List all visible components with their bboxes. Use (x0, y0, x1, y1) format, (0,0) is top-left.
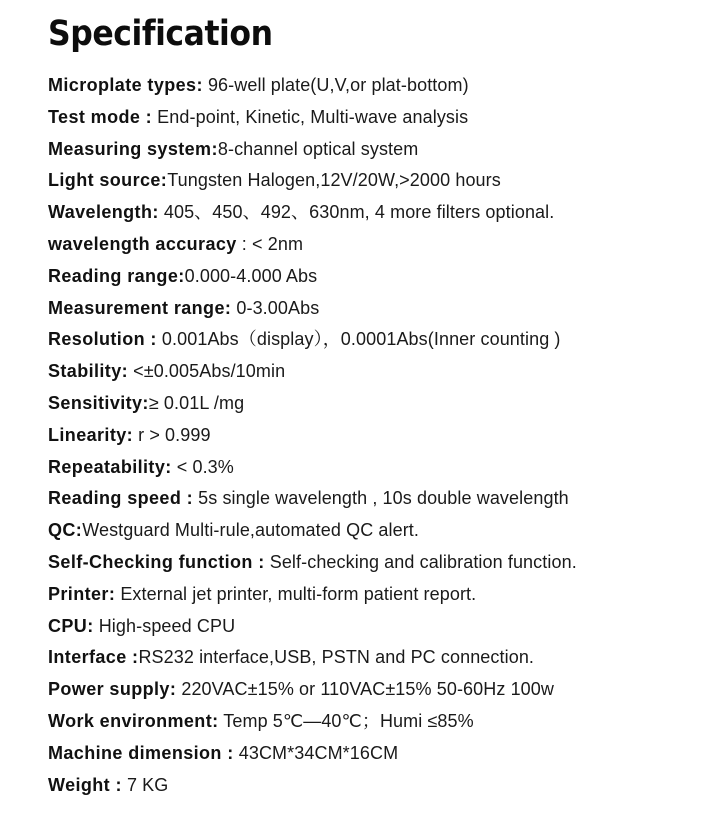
spec-value: < 0.3% (171, 456, 234, 477)
spec-value: 0.001Abs（display），0.0001Abs(Inner counting ) (156, 329, 561, 350)
spec-value: 0-3.00Abs (231, 297, 320, 318)
spec-value: Tungsten Halogen,12V/20W,>2000 hours (167, 170, 501, 191)
spec-value: Self-checking and calibration function. (264, 551, 577, 572)
spec-label: Measurement range: (48, 297, 232, 318)
spec-label: Measuring system: (48, 138, 218, 159)
spec-row (48, 674, 698, 706)
spec-row (48, 579, 698, 611)
spec-label: Work environment: (48, 710, 219, 731)
spec-row (48, 388, 698, 420)
spec-row (48, 770, 698, 802)
spec-label: Machine dimension : (48, 742, 234, 763)
spec-row (48, 134, 698, 166)
spec-label: Interface : (48, 647, 139, 668)
spec-row (48, 611, 698, 643)
spec-value: 220VAC±15% or 110VAC±15% 50-60Hz 100w (176, 679, 554, 700)
spec-label: Light source: (48, 170, 168, 191)
spec-value: 8-channel optical system (217, 138, 419, 159)
spec-label: Weight : (48, 774, 122, 795)
spec-row (48, 356, 698, 388)
spec-value: 0.000-4.000 Abs (184, 265, 318, 286)
spec-value: : < 2nm (236, 233, 304, 254)
spec-label: QC: (48, 520, 83, 541)
spec-label: Reading range: (48, 265, 185, 286)
spec-label: Resolution : (48, 329, 157, 350)
spec-row (48, 483, 698, 515)
spec-value: 96-well plate(U,V,or plat-bottom) (202, 75, 469, 95)
spec-label: wavelength accuracy (48, 233, 237, 254)
spec-row (48, 324, 698, 356)
spec-value: Temp 5℃—40℃；Humi ≤85% (218, 710, 474, 731)
spec-row (48, 547, 698, 579)
spec-label: Printer: (48, 583, 116, 604)
spec-label: Power supply: (48, 679, 177, 700)
spec-row (48, 165, 698, 197)
spec-label: Stability: (48, 361, 129, 382)
spec-list (48, 70, 698, 801)
spec-value: 7 KG (121, 774, 169, 795)
spec-row (48, 70, 698, 102)
spec-value: 405、450、492、630nm, 4 more filters optional. (158, 202, 555, 223)
spec-row (48, 293, 698, 325)
spec-value: ≥ 0.01L /mg (148, 392, 245, 413)
spec-value: Westguard Multi-rule,automated QC alert. (82, 520, 420, 541)
spec-value: External jet printer, multi-form patient report. (115, 583, 477, 604)
spec-value: High-speed CPU (93, 615, 236, 636)
spec-row (48, 261, 698, 293)
spec-label: Test mode : (48, 106, 153, 127)
spec-row (48, 642, 698, 674)
spec-row (48, 515, 698, 547)
spec-value: <±0.005Abs/10min (128, 361, 286, 382)
spec-row (48, 706, 698, 738)
spec-label: Self-Checking function : (48, 551, 265, 572)
spec-value: End-point, Kinetic, Multi-wave analysis (152, 106, 469, 127)
spec-value: r > 0.999 (133, 424, 211, 445)
spec-label: Linearity: (48, 424, 134, 445)
spec-row (48, 738, 698, 770)
spec-row (48, 229, 698, 261)
spec-label: Wavelength: (48, 202, 159, 223)
spec-label: Repeatability: (48, 456, 172, 477)
spec-value: RS232 interface,USB, PSTN and PC connection. (138, 647, 535, 668)
spec-row (48, 197, 698, 229)
spec-value: 5s single wavelength , 10s double wavelength (193, 488, 569, 509)
spec-row (48, 452, 698, 484)
spec-label: CPU: (48, 615, 94, 636)
spec-row (48, 102, 698, 134)
spec-label: Reading speed : (48, 488, 194, 509)
spec-value: 43CM*34CM*16CM (233, 742, 399, 763)
spec-label: Microplate types: (48, 75, 203, 95)
page-title: Specification (48, 14, 273, 54)
spec-row (48, 420, 698, 452)
spec-label: Sensitivity: (48, 392, 149, 413)
